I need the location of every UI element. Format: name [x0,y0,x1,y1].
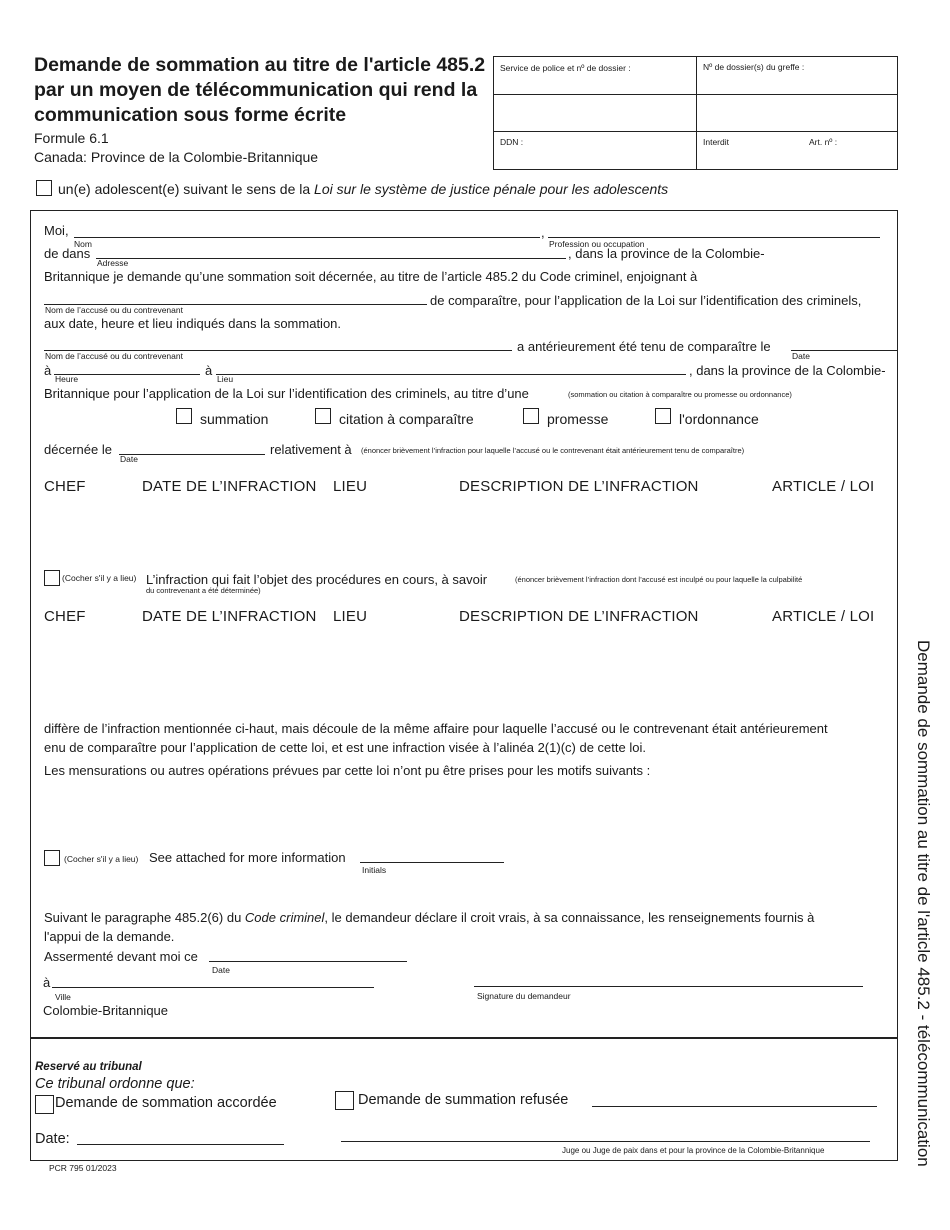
title-line-1: Demande de sommation au titre de l'article 485.2 [34,54,486,76]
table1-col-lieu: LIEU [333,478,368,495]
table2-col-date: DATE DE L’INFRACTION [142,608,317,625]
declaration-line-1: Suivant le paragraphe 485.2(6) du Code criminel, le demandeur déclare il croit vrais, à sa connaissance, les renseignements fournis à [44,910,815,925]
pending-note-2: du contrevenant a été déterminée) [146,586,261,595]
promise-checkbox[interactable] [523,408,539,424]
citation-label: citation à comparaître [339,411,474,427]
registry-file-input[interactable] [697,94,897,131]
issued-date-caption: Date [120,454,138,464]
signature-caption: Signature du demandeur [477,991,571,1001]
table1-col-chef: CHEF [44,478,86,495]
jurisdiction: Canada: Province de la Colombie-Britannique [34,149,319,165]
table2-col-chef: CHEF [44,608,86,625]
request-text: Britannique je demande qu’une sommation soit décernée, au titre de l’article 485.2 du Code criminel, enjoignant à [44,269,698,284]
table1-col-article: ARTICLE / LOI [772,478,875,495]
police-file-label: Service de police et nº de dossier : [500,63,631,73]
sworn-date-input[interactable] [209,961,407,962]
profession-caption: Profession ou occupation [549,239,645,249]
differs-line-3: Les mensurations ou autres opérations prévues par cette loi n’ont pu être prises pour les motifs suivants : [44,763,651,778]
table2-col-article: ARTICLE / LOI [772,608,875,625]
refused-reason-input[interactable] [592,1106,877,1107]
refused-label: Demande de summation refusée [358,1092,569,1108]
table1-col-date: DATE DE L’INFRACTION [142,478,317,495]
signature-input[interactable] [474,986,863,987]
police-file-input[interactable] [494,94,696,131]
appear-text: de comparaître, pour l’application de la Loi sur l’identification des criminels, [430,293,862,308]
order-checkbox[interactable] [655,408,671,424]
accused-caption: Nom de l’accusé ou du contrevenant [45,305,183,315]
youth-label: un(e) adolescent(e) suivant le sens de la Loi sur le système de justice pénale pour les adolescents [58,181,669,197]
order-label: l'ordonnance [679,411,759,427]
a-label-2: à [205,363,213,378]
promise-label: promesse [547,411,609,427]
accused-caption-2: Nom de l’accusé ou du contrevenant [45,351,183,361]
art-label: Art. nº : [809,137,838,147]
form-number: Formule 6.1 [34,130,109,146]
province-label: Colombie-Britannique [43,1003,169,1018]
pending-text: L’infraction qui fait l’objet des procédures en cours, à savoir [146,572,488,587]
heure-caption: Heure [55,374,79,384]
under-text: Britannique pour l’application de la Loi sur l’identification des criminels, au titre d’une [44,386,529,401]
relating-note: (énoncer brièvement l’infraction pour laquelle l’accusé ou le contrevenant était antérieurement tenu de comparaître) [361,446,745,455]
orders-label: Ce tribunal ordonne que: [35,1076,195,1092]
previously-text: a antérieurement été tenu de comparaître le [517,339,771,354]
youth-checkbox[interactable] [36,180,52,196]
date-text: aux date, heure et lieu indiqués dans la sommation. [44,316,342,331]
attached-text: See attached for more information [149,850,346,865]
court-date-label: Date: [35,1131,70,1147]
relating-label: relativement à [270,442,352,457]
table2-col-lieu: LIEU [333,608,368,625]
ddn-label: DDN : [500,137,524,147]
file-box [493,56,898,170]
registry-file-label: Nº de dossier(s) du greffe : [703,62,805,72]
initials-caption: Initials [362,865,387,875]
name-input[interactable] [74,237,540,238]
lieu-caption: Lieu [217,374,234,384]
pending-check-note: (Cocher s'il y a lieu) [62,573,137,583]
court-date-input[interactable] [77,1144,284,1145]
table1-col-description: DESCRIPTION DE L’INFRACTION [459,478,699,495]
profession-input[interactable] [548,237,880,238]
summons-checkbox[interactable] [176,408,192,424]
nom-caption: Nom [74,239,92,249]
refused-checkbox[interactable] [335,1091,354,1110]
table2-col-description: DESCRIPTION DE L’INFRACTION [459,608,699,625]
attached-checkbox[interactable] [44,850,60,866]
form-code: PCR 795 01/2023 [49,1163,117,1173]
issued-date-input[interactable] [119,454,265,455]
issued-label: décernée le [44,442,112,457]
moi-label: Moi, [44,223,69,238]
city-input[interactable] [52,987,374,988]
province-text-2: , dans la province de la Colombie- [689,363,886,378]
sworn-label: Assermenté devant moi ce [44,949,198,964]
adresse-caption: Adresse [97,258,129,268]
date-caption: Date [792,351,810,361]
comma: , [541,225,545,240]
differs-line-1: diffère de l’infraction mentionnée ci-haut, mais découle de la même affaire pour laquelle l’accusé ou le contrevenant était antérieurement [44,721,828,736]
judge-caption: Juge ou Juge de paix dans et pour la province de la Colombie-Britannique [562,1146,825,1155]
judge-signature-input[interactable] [341,1141,870,1142]
side-title: Demande de sommation au titre de l'article 485.2 - télécommunication [914,640,933,1167]
citation-checkbox[interactable] [315,408,331,424]
ville-caption: Ville [55,992,71,1002]
pending-checkbox[interactable] [44,570,60,586]
sworn-date-caption: Date [212,965,230,975]
under-note: (sommation ou citation à comparaître ou promesse ou ordonnance) [568,390,792,399]
interdit-label: Interdit [703,137,729,147]
attached-check-note: (Cocher s'il y a lieu) [64,854,139,864]
summons-label: summation [200,411,269,427]
de-dans-label: de dans [44,246,91,261]
city-a-label: à [43,975,51,990]
province-text: , dans la province de la Colombie- [568,246,765,261]
address-input[interactable] [96,258,566,259]
initials-input[interactable] [360,862,504,863]
declaration-line-2: l'appui de la demande. [44,929,175,944]
granted-checkbox[interactable] [35,1095,54,1114]
place-input[interactable] [216,374,686,375]
title-line-3: communication sous forme écrite [34,104,347,126]
differs-line-2: enu de comparaître pour l’application de cette loi, et est une infraction visée à l’alinéa 2(1)(c) de cette loi. [44,740,646,755]
pending-note-1: (énoncer brièvement l’infraction dont l’accusé est inculpé ou pour laquelle la culpabilité [515,575,803,584]
granted-label: Demande de sommation accordée [55,1095,277,1111]
title-line-2: par un moyen de télécommunication qui rend la [34,79,478,101]
reserved-label: Reservé au tribunal [35,1061,142,1073]
a-label-1: à [44,363,52,378]
